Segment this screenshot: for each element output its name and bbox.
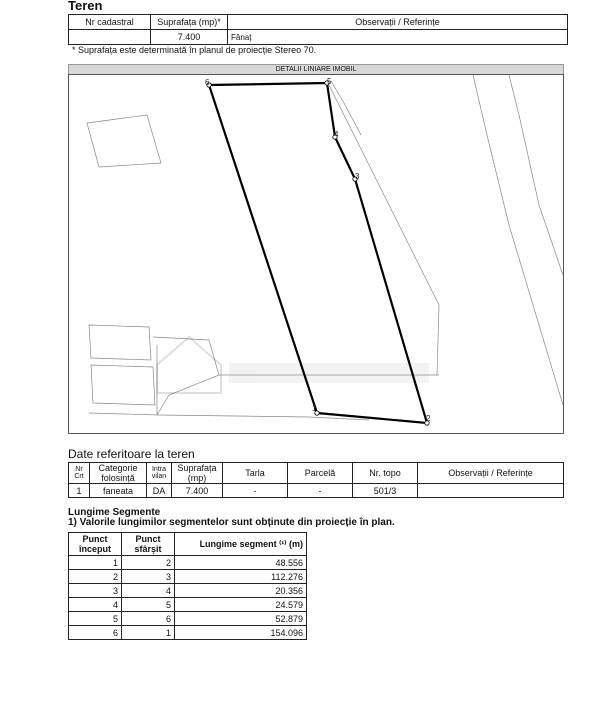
header-tarla: Tarla xyxy=(223,463,288,484)
segment-length: 52.879 xyxy=(175,612,307,626)
teren-header-row xyxy=(69,15,568,30)
neighbor-boundary-5 xyxy=(153,337,219,415)
neighbor-boundary-2 xyxy=(331,81,361,135)
cell-parcela: - xyxy=(288,484,353,498)
segment-start: 3 xyxy=(69,584,122,598)
header-punct-inceput: Punct început xyxy=(69,533,122,556)
header-nr-topo: Nr. topo xyxy=(353,463,418,484)
teren-data-row xyxy=(69,30,568,45)
header-punct-sfarsit: Punct sfârșit xyxy=(122,533,175,556)
segment-length: 24.579 xyxy=(175,598,307,612)
segments-table xyxy=(68,532,307,640)
segment-end: 5 xyxy=(122,598,175,612)
cell-suprafata-ref: 7.400 xyxy=(172,484,223,498)
teren-title: Teren xyxy=(68,0,103,13)
cell-intravilan: DA xyxy=(147,484,172,498)
header-suprafata-ref: Suprafața (mp) xyxy=(172,463,223,484)
neighbor-parcel-1 xyxy=(87,115,161,167)
segment-end: 2 xyxy=(122,556,175,570)
parcel-map xyxy=(68,74,564,434)
segments-title: Lungime Segmente xyxy=(68,507,161,518)
refs-title: Date referitoare la teren xyxy=(68,447,195,461)
segment-start: 2 xyxy=(69,570,122,584)
neighbor-boundary-3 xyxy=(509,75,563,275)
header-nr-crt: Nr Crt xyxy=(69,463,90,484)
segment-row xyxy=(69,598,307,612)
segments-subtitle: 1) Valorile lungimilor segmentelor sunt obținute din proiecție în plan. xyxy=(68,517,395,528)
vertex-label-1: 1 xyxy=(312,404,317,413)
cell-categorie: faneata xyxy=(90,484,147,498)
cell-nr-topo: 501/3 xyxy=(353,484,418,498)
vertex-label-6: 6 xyxy=(205,78,210,87)
header-parcela: Parcelă xyxy=(288,463,353,484)
cell-suprafata: 7.400 xyxy=(151,30,228,45)
refs-table xyxy=(68,462,564,498)
vertex-label-2: 2 xyxy=(426,414,431,423)
segment-row xyxy=(69,556,307,570)
segment-end: 3 xyxy=(122,570,175,584)
cell-observatii-ref xyxy=(418,484,564,498)
segment-start: 4 xyxy=(69,598,122,612)
segment-end: 6 xyxy=(122,612,175,626)
segment-row xyxy=(69,584,307,598)
watermark-bar xyxy=(229,363,429,383)
document-sheet xyxy=(40,0,597,720)
segment-length: 154.096 xyxy=(175,626,307,640)
neighbor-boundary-1 xyxy=(327,81,439,375)
header-observatii: Observații / Referințe xyxy=(228,15,568,30)
segment-start: 5 xyxy=(69,612,122,626)
segment-row xyxy=(69,612,307,626)
projection-note: * Suprafața este determinată în planul de proiecție Stereo 70. xyxy=(72,45,317,55)
segment-start: 6 xyxy=(69,626,122,640)
neighbor-parcel-2 xyxy=(89,325,151,360)
segment-length: 48.556 xyxy=(175,556,307,570)
cell-tarla: - xyxy=(223,484,288,498)
segment-start: 1 xyxy=(69,556,122,570)
header-nr-cadastral: Nr cadastral xyxy=(69,15,151,30)
segment-end: 4 xyxy=(122,584,175,598)
vertex-label-4: 4 xyxy=(334,130,339,139)
segment-length: 20.356 xyxy=(175,584,307,598)
map-header: DETALII LINIARE IMOBIL xyxy=(68,64,564,76)
segment-length: 112.276 xyxy=(175,570,307,584)
cell-nr-cadastral xyxy=(69,30,151,45)
teren-table xyxy=(68,14,568,45)
header-lungime: Lungime segment ⁽¹⁾ (m) xyxy=(175,533,307,556)
header-observatii-ref: Observații / Referințe xyxy=(418,463,564,484)
header-categorie: Categorie folosință xyxy=(90,463,147,484)
refs-data-row xyxy=(69,484,564,498)
neighbor-parcel-3 xyxy=(91,365,155,405)
header-intravilan: Intra vilan xyxy=(147,463,172,484)
cell-observatii: Fânaț xyxy=(228,30,568,45)
vertex-label-3: 3 xyxy=(355,172,360,181)
segment-end: 1 xyxy=(122,626,175,640)
vertex-label-5: 5 xyxy=(327,77,332,86)
segment-row xyxy=(69,570,307,584)
refs-header-row xyxy=(69,463,564,484)
segments-header-row xyxy=(69,533,307,556)
watermark xyxy=(157,337,429,393)
watermark-house-icon xyxy=(157,337,221,393)
segment-row xyxy=(69,626,307,640)
cell-nr-crt: 1 xyxy=(69,484,90,498)
parcel-map-svg xyxy=(69,75,563,433)
header-suprafata: Suprafața (mp)* xyxy=(151,15,228,30)
neighbor-boundary-4 xyxy=(473,75,563,405)
